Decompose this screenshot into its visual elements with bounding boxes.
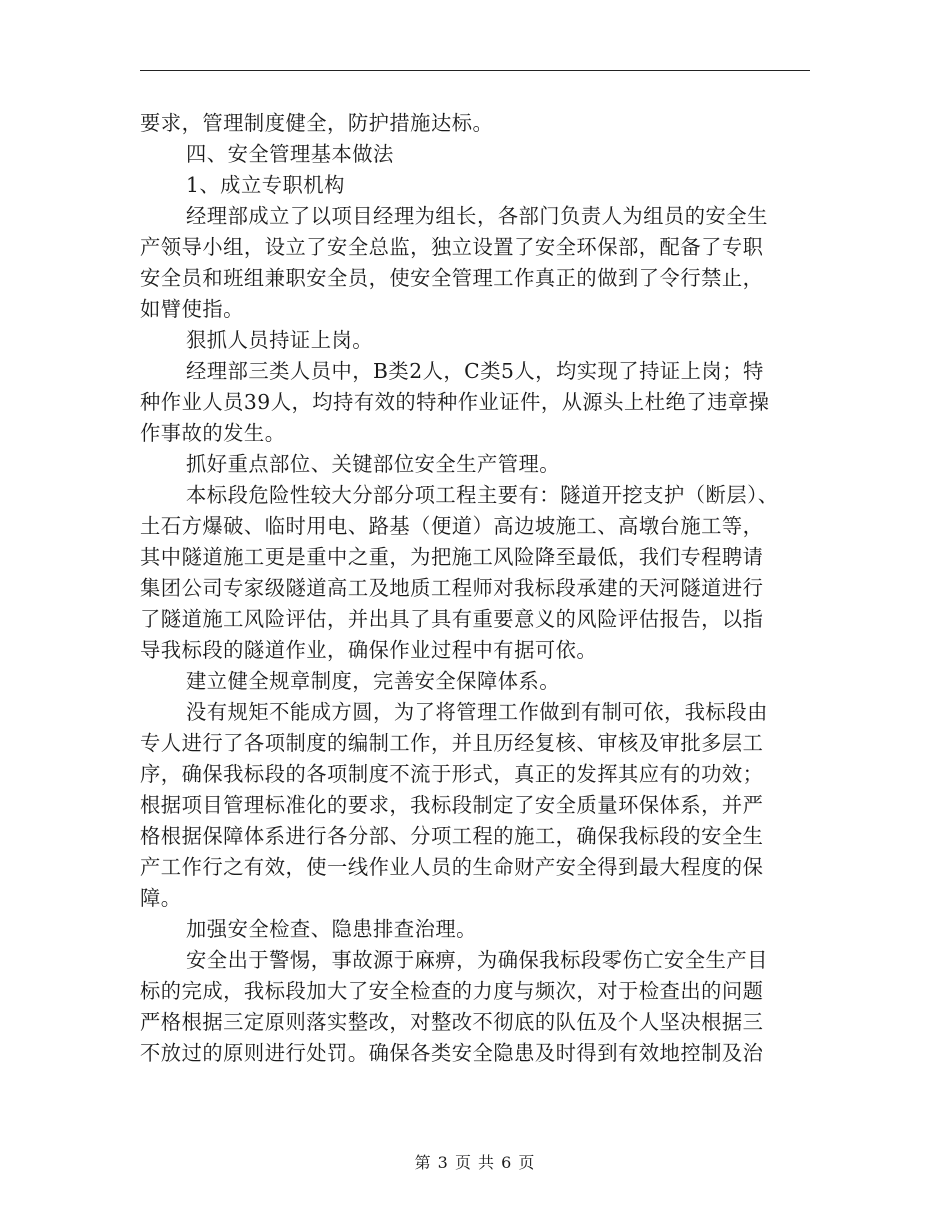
text-line: 集团公司专家级隧道高工及地质工程师对我标段承建的天河隧道进行	[140, 576, 764, 600]
text-line: 导我标段的隧道作业，确保作业过程中有据可依。	[140, 638, 598, 662]
text-line: 产领导小组，设立了安全总监，独立设置了安全环保部，配备了专职	[140, 235, 764, 259]
text-line: 作事故的发生。	[140, 421, 286, 445]
header-rule	[140, 70, 810, 71]
body-text	[140, 108, 812, 1069]
text-line: 建立健全规章制度，完善安全保障体系。	[186, 669, 561, 693]
text-line: 产工作行之有效，使一线作业人员的生命财产安全得到最大程度的保	[140, 855, 764, 879]
text-line: 狠抓人员持证上岗。	[186, 328, 374, 352]
text-line: 安全出于警惕，事故源于麻痹，为确保我标段零伤亡安全生产目	[186, 948, 768, 972]
text-line: 经理部成立了以项目经理为组长，各部门负责人为组员的安全生	[186, 204, 768, 228]
text-line: 根据项目管理标准化的要求，我标段制定了安全质量环保体系，并严	[140, 793, 764, 817]
text-line: 序，确保我标段的各项制度不流于形式，真正的发挥其应有的功效；	[140, 762, 764, 786]
text-line: 1、成立专职机构	[186, 173, 345, 197]
text-line: 如臂使指。	[140, 297, 244, 321]
text-line: 安全员和班组兼职安全员，使安全管理工作真正的做到了令行禁止，	[140, 266, 764, 290]
text-line: 不放过的原则进行处罚。确保各类安全隐患及时得到有效地控制及治	[140, 1041, 764, 1065]
text-line: 要求，管理制度健全，防护措施达标。	[140, 111, 494, 135]
text-line: 专人进行了各项制度的编制工作，并且历经复核、审核及审批多层工	[140, 731, 764, 755]
text-line: 抓好重点部位、关键部位安全生产管理。	[186, 452, 561, 476]
text-line: 障。	[140, 886, 182, 910]
text-line: 经理部三类人员中，B类2人，C类5人，均实现了持证上岗；特	[186, 359, 764, 383]
page-footer: 第 3 页 共 6 页	[414, 1153, 536, 1172]
text-line: 加强安全检查、隐患排查治理。	[186, 917, 477, 941]
text-line: 了隧道施工风险评估，并出具了具有重要意义的风险评估报告，以指	[140, 607, 764, 631]
text-line: 其中隧道施工更是重中之重，为把施工风险降至最低，我们专程聘请	[140, 545, 764, 569]
text-line: 标的完成，我标段加大了安全检查的力度与频次，对于检查出的问题	[140, 979, 764, 1003]
text-line: 格根据保障体系进行各分部、分项工程的施工，确保我标段的安全生	[140, 824, 764, 848]
text-line: 四、安全管理基本做法	[186, 142, 394, 166]
text-line: 没有规矩不能成方圆，为了将管理工作做到有制可依，我标段由	[186, 700, 768, 724]
text-line: 本标段危险性较大分部分项工程主要有：隧道开挖支护（断层）、	[186, 483, 779, 507]
text-line: 种作业人员39人，均持有效的特种作业证件，从源头上杜绝了违章操	[140, 390, 770, 414]
text-line: 土石方爆破、临时用电、路基（便道）高边坡施工、高墩台施工等，	[140, 514, 764, 538]
text-line: 严格根据三定原则落实整改，对整改不彻底的队伍及个人坚决根据三	[140, 1010, 764, 1034]
